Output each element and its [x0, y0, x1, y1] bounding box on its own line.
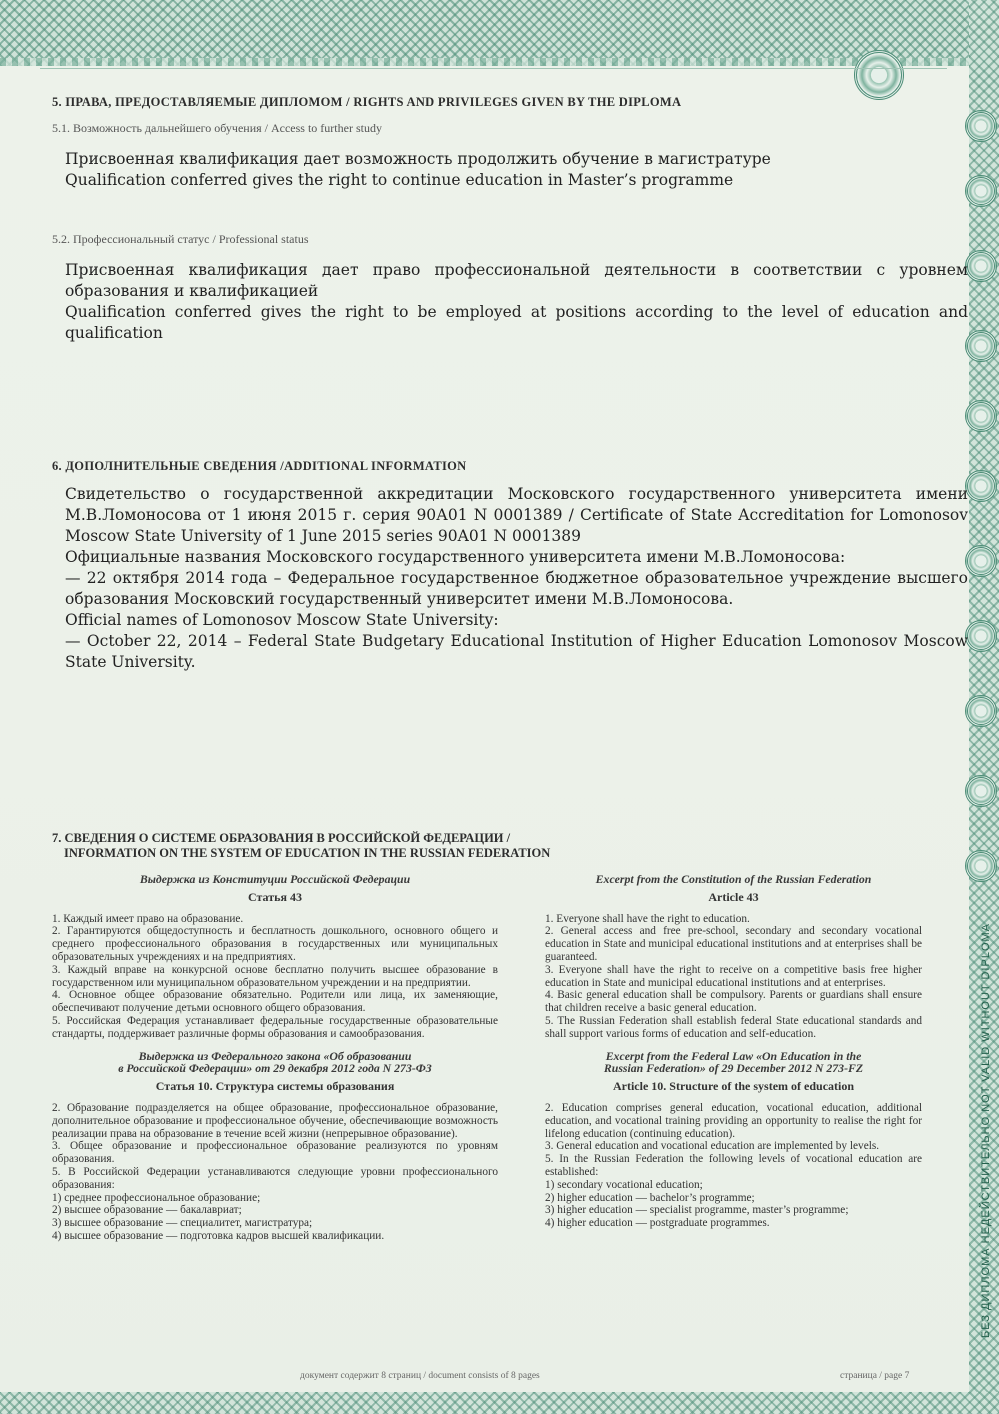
constitution-item: 4. Basic general education shall be compulsory. Parents or guardians shall ensure that children receive a basic general education.	[545, 989, 922, 1015]
section-5-1-title: 5.1. Возможность дальнейшего обучения / Access to further study	[52, 121, 382, 135]
law-item: 2) higher education — bachelor’s programme;	[545, 1191, 755, 1204]
law-item: 2. Education comprises general education, vocational education, additional education, and vocational training providing an opportunity to realise the right for lifelong education (continuing education).	[545, 1101, 922, 1140]
status-en: Qualification conferred gives the right to be employed at positions according to the level of education and qualification	[65, 303, 968, 342]
constitution-heading: Excerpt from the Constitution of the Russian Federation	[595, 872, 872, 886]
article-10-heading: Статья 10. Структура системы образования	[155, 1079, 395, 1094]
federal-law-heading-2: в Российской Федерации» от 29 декабря 2012 года N 273-ФЗ	[118, 1061, 432, 1076]
section-7-title	[52, 831, 550, 861]
law-item: 2) высшее образование — бакалавриат;	[52, 1204, 242, 1217]
law-item: 2. Образование подразделяется на общее образование, профессиональное образование, дополнительное образование и профессиональное обучение, обеспечивающие возможность реализации права на образование в течение всей жизни (непрерывное образование).	[52, 1101, 498, 1140]
section-7-title-ru: 7. СВЕДЕНИЯ О СИСТЕМЕ ОБРАЗОВАНИЯ В РОССИЙСКОЙ ФЕДЕРАЦИИ /	[52, 831, 511, 845]
section-5-1-body	[65, 149, 968, 191]
article-43-heading: Статья 43	[248, 889, 302, 904]
constitution-item: 4. Основное общее образование обязательно. Родители или лица, их заменяющие, обеспечивают получение детьми основного общего образования.	[52, 989, 498, 1015]
info-line: Официальные названия Московского государственного университета имени М.В.Ломоносова:	[65, 548, 846, 566]
side-validity-label: БЕЗ ДИПЛОМА НЕДЕЙСТВИТЕЛЬНО NOT VALID WITHOUT DIPLOMA	[980, 922, 992, 1338]
law-item: 1) secondary vocational education;	[545, 1178, 703, 1191]
federal-law-heading-1: Excerpt from the Federal Law «On Education in the	[605, 1048, 862, 1063]
constitution-item: 3. Everyone shall have the right to receive on a competitive basis free higher education in State and municipal educational institutions and at enterprises.	[545, 963, 922, 989]
info-line: Свидетельство о государственной аккредитации Московского государственного университета имени М.В.Ломоносова от 1 июня 2015 г. серия 90А01 N 0001389 / Certificate of State Accreditation for Lomonosov Moscow State University of 1 June 2015 series 90A01 N 0001389	[65, 485, 968, 545]
info-line: — 22 октября 2014 года – Федеральное государственное бюджетное образовательное учреждение высшего образования Московский государственный университет имени М.В.Ломоносова.	[65, 569, 968, 608]
federal-law-heading-2: Russian Federation» of 29 December 2012 N 273-FZ	[603, 1061, 864, 1076]
law-item: 3) higher education — specialist programme, master’s programme;	[545, 1204, 849, 1217]
section-5-2-title: 5.2. Профессиональный статус / Professional status	[52, 232, 309, 246]
section-5-2-body	[65, 260, 968, 344]
education-system-en-column	[545, 873, 922, 1230]
article-10-heading: Article 10. Structure of the system of education	[612, 1079, 855, 1094]
section-7-title-en: INFORMATION ON THE SYSTEM OF EDUCATION IN THE RUSSIAN FEDERATION	[64, 846, 551, 860]
section-6-title: 6. ДОПОЛНИТЕЛЬНЫЕ СВЕДЕНИЯ /ADDITIONAL INFORMATION	[52, 459, 467, 473]
law-item: 3) высшее образование — специалитет, магистратура;	[52, 1217, 313, 1230]
law-item: 5. В Российской Федерации устанавливаются следующие уровни профессионального образования:	[52, 1165, 498, 1191]
education-system-ru-column	[52, 873, 498, 1243]
info-line: Official names of Lomonosov Moscow State University:	[65, 611, 499, 629]
law-item: 3. Общее образование и профессиональное образование реализуются по уровням образования.	[52, 1140, 498, 1166]
law-item: 4) высшее образование — подготовка кадров высшей квалификации.	[52, 1229, 385, 1242]
status-ru: Присвоенная квалификация дает право профессиональной деятельности в соответствии с уровнем образования и квалификацией	[65, 261, 968, 300]
law-item: 5. In the Russian Federation the following levels of vocational education are established:	[545, 1153, 922, 1178]
constitution-item: 5. Российская Федерация устанавливает федеральные государственные образовательные стандарты, поддерживает различные формы образования и самообразования.	[52, 1014, 498, 1040]
section-5-title: 5. ПРАВА, ПРЕДОСТАВЛЯЕМЫЕ ДИПЛОМОМ / RIGHTS AND PRIVILEGES GIVEN BY THE DIPLOMA	[52, 95, 682, 109]
law-item: 3. General education and vocational education are implemented by levels.	[545, 1140, 880, 1153]
info-line: — October 22, 2014 – Federal State Budgetary Educational Institution of Higher Education Lomonosov Moscow State University.	[65, 632, 968, 671]
law-item: 4) higher education — postgraduate programmes.	[545, 1217, 770, 1230]
constitution-item: 2. General access and free pre-school, secondary and secondary vocational education in State and municipal educational institutions and at enterprises shall be guaranteed.	[545, 925, 922, 963]
law-item: 1) среднее профессиональное образование;	[52, 1191, 261, 1204]
constitution-item: 5. The Russian Federation shall establish federal State educational standards and shall support various forms of education and self-education.	[545, 1014, 922, 1040]
constitution-item: 3. Каждый вправе на конкурсной основе бесплатно получить высшее образование в государственном или муниципальном образовательном учреждении и на предприятии.	[52, 963, 498, 989]
access-en: Qualification conferred gives the right to continue education in Master’s programme	[65, 171, 734, 189]
constitution-item: 2. Гарантируются общедоступность и бесплатность дошкольного, основного общего и среднего профессионального образования в государственных или муниципальных образовательных учреждениях и на предприятиях.	[52, 925, 498, 963]
article-43-heading: Article 43	[708, 889, 759, 904]
constitution-heading: Выдержка из Конституции Российской Федерации	[139, 872, 411, 886]
constitution-item: 1. Everyone shall have the right to education.	[545, 912, 750, 925]
federal-law-heading-1: Выдержка из Федерального закона «Об образовании	[138, 1048, 412, 1063]
access-ru: Присвоенная квалификация дает возможность продолжить обучение в магистратуре	[65, 150, 771, 168]
additional-info	[65, 484, 968, 673]
page-number-footer: страница / page 7	[840, 1371, 910, 1381]
page-count-footer: документ содержит 8 страниц / document consists of 8 pages	[300, 1371, 540, 1381]
constitution-item: 1. Каждый имеет право на образование.	[52, 912, 244, 925]
